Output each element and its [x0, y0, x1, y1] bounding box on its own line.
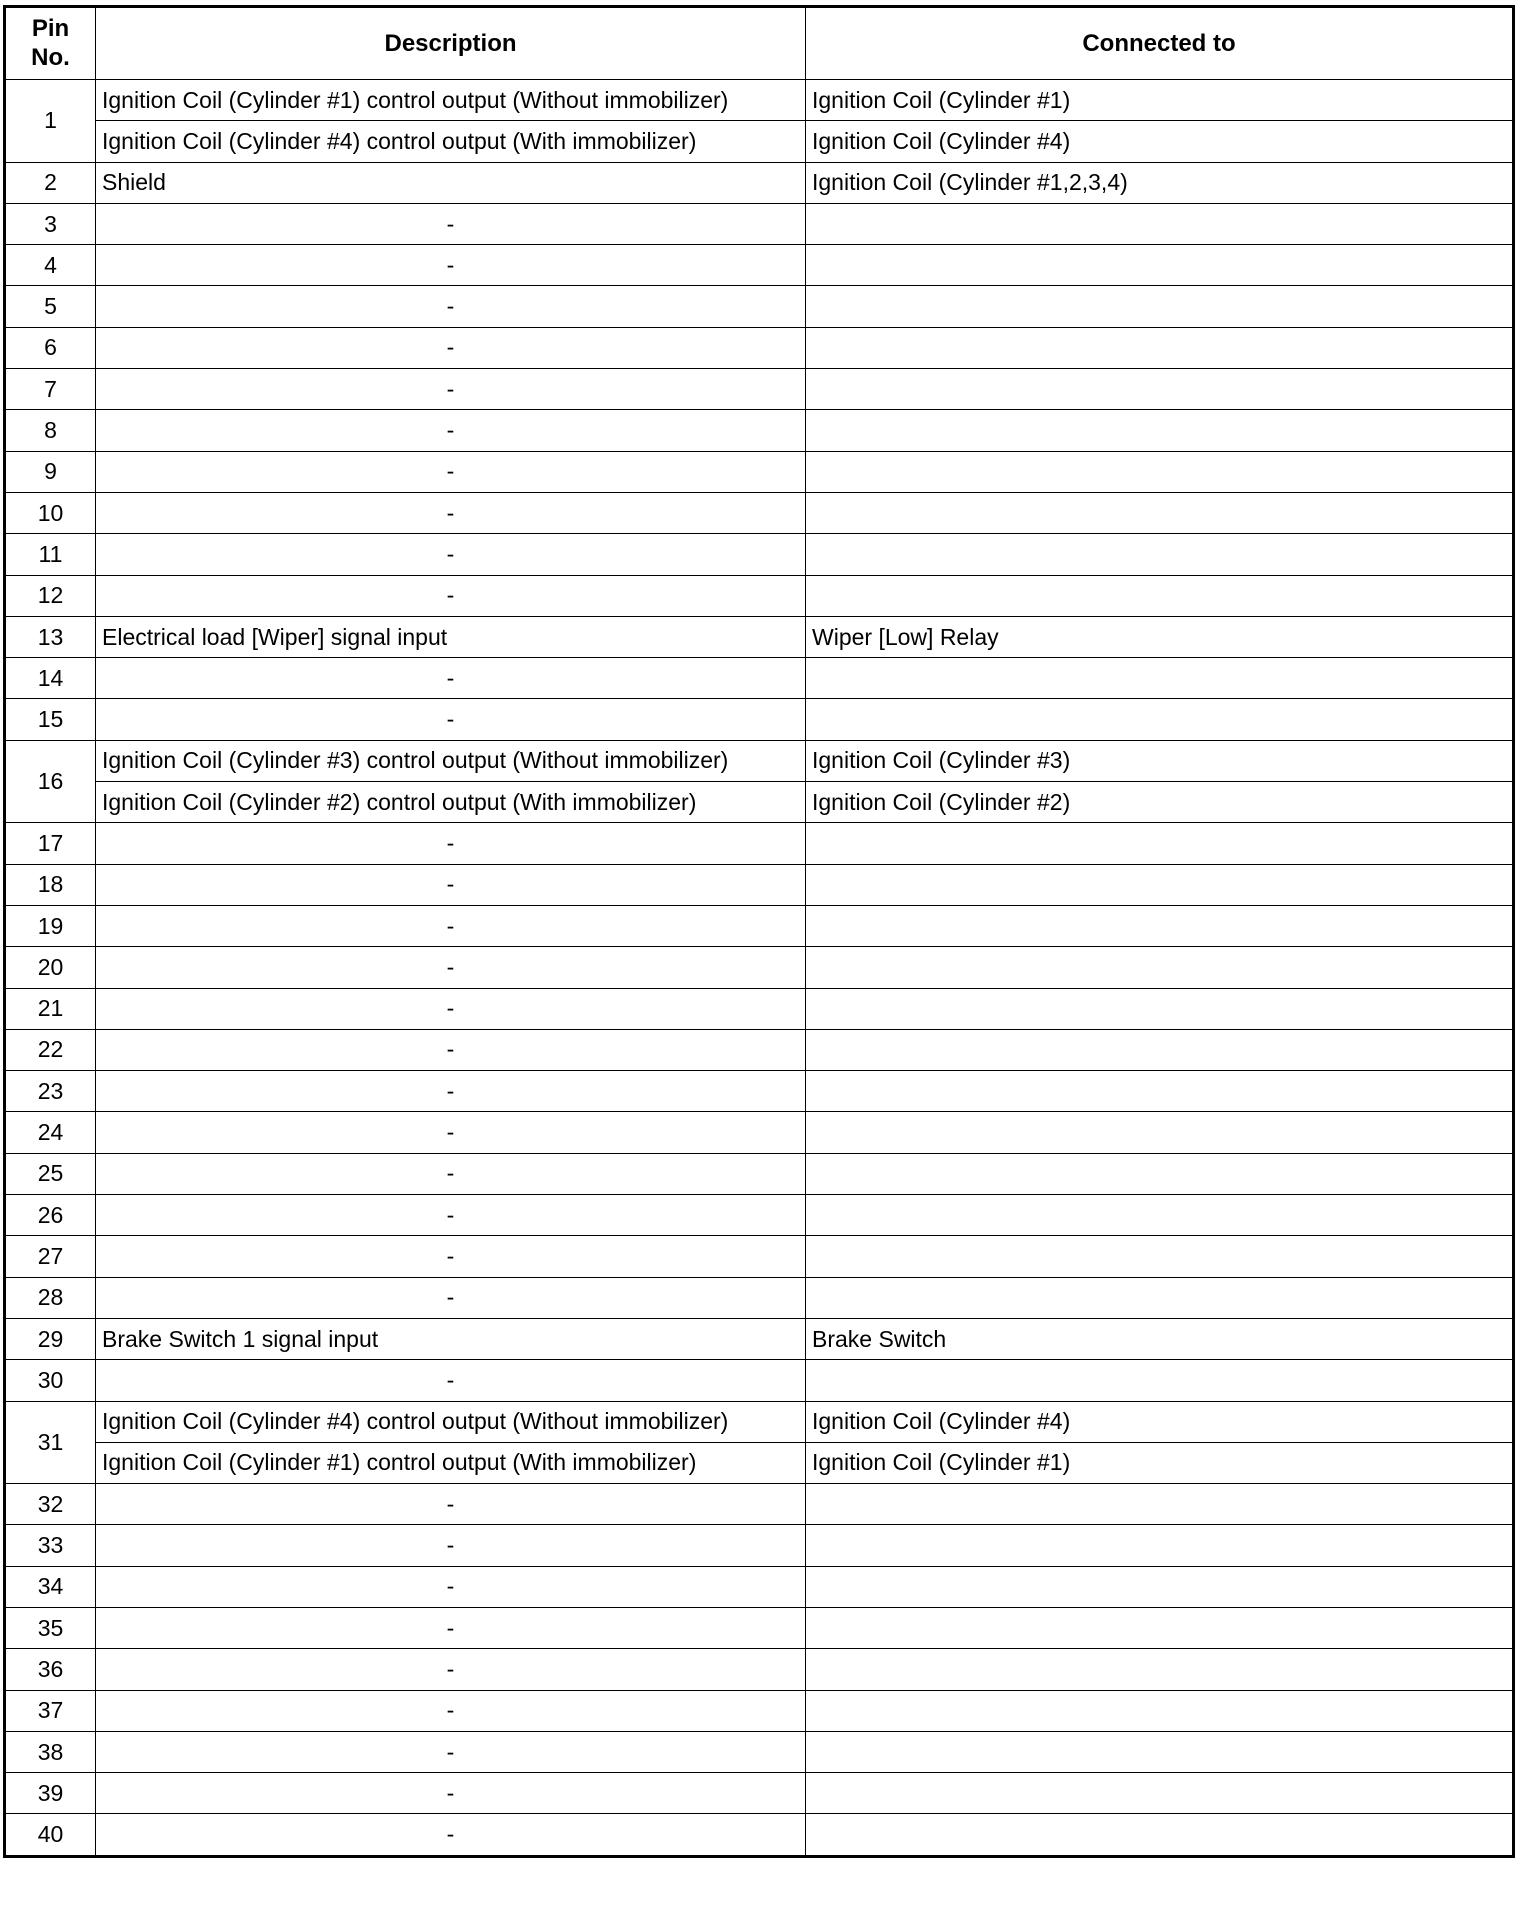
table-row: [6, 782, 1513, 823]
pin-connected-to: [806, 1236, 1513, 1277]
pin-connected-to: Brake Switch: [806, 1318, 1513, 1359]
pin-description: -: [96, 1071, 806, 1112]
pin-number: 15: [6, 699, 96, 740]
pin-connected-to: [806, 1607, 1513, 1648]
table-row: [6, 575, 1513, 616]
pin-description: -: [96, 1236, 806, 1277]
pin-number: 18: [6, 864, 96, 905]
pin-table-body: [6, 80, 1513, 1856]
pin-connected-to: [806, 286, 1513, 327]
pin-connected-to: [806, 410, 1513, 451]
pin-number: 33: [6, 1525, 96, 1566]
header-pin-no: [6, 8, 96, 80]
pin-number: 17: [6, 823, 96, 864]
pin-number: 36: [6, 1649, 96, 1690]
table-row: [6, 1607, 1513, 1648]
pin-description: Electrical load [Wiper] signal input: [96, 616, 806, 657]
pin-description: -: [96, 451, 806, 492]
pin-description: Brake Switch 1 signal input: [96, 1318, 806, 1359]
pin-connected-to: [806, 534, 1513, 575]
table-row: [6, 1484, 1513, 1525]
table-row: [6, 905, 1513, 946]
table-row: [6, 1401, 1513, 1442]
pin-connected-to: [806, 1112, 1513, 1153]
table-row: [6, 1814, 1513, 1855]
pin-number: 32: [6, 1484, 96, 1525]
pin-description: -: [96, 905, 806, 946]
pin-connected-to: Ignition Coil (Cylinder #1,2,3,4): [806, 162, 1513, 203]
pin-description: -: [96, 575, 806, 616]
pin-connected-to: [806, 947, 1513, 988]
pin-connected-to: Ignition Coil (Cylinder #4): [806, 121, 1513, 162]
pin-description: -: [96, 1112, 806, 1153]
pin-connected-to: [806, 1153, 1513, 1194]
table-row: [6, 162, 1513, 203]
table-row: [6, 245, 1513, 286]
table-row: [6, 823, 1513, 864]
table-row: [6, 1277, 1513, 1318]
pin-description: -: [96, 1607, 806, 1648]
pin-connected-to: [806, 1814, 1513, 1855]
pin-connected-to: Ignition Coil (Cylinder #3): [806, 740, 1513, 781]
pin-connected-to: [806, 1566, 1513, 1607]
pin-number: 29: [6, 1318, 96, 1359]
pin-number: 20: [6, 947, 96, 988]
table-row: [6, 1071, 1513, 1112]
pin-number: 5: [6, 286, 96, 327]
table-row: [6, 658, 1513, 699]
pin-connected-to: Ignition Coil (Cylinder #4): [806, 1401, 1513, 1442]
pin-number: 8: [6, 410, 96, 451]
pin-number: 4: [6, 245, 96, 286]
pin-description: -: [96, 699, 806, 740]
table-row: [6, 1442, 1513, 1483]
pin-connected-to: [806, 451, 1513, 492]
pin-connected-to: [806, 1773, 1513, 1814]
pin-number: 1: [6, 80, 96, 163]
pin-description: -: [96, 286, 806, 327]
pin-connected-to: [806, 245, 1513, 286]
pin-number: 30: [6, 1360, 96, 1401]
pin-connected-to: [806, 369, 1513, 410]
table-row: [6, 1731, 1513, 1772]
pin-number: 31: [6, 1401, 96, 1484]
table-row: [6, 1525, 1513, 1566]
table-row: [6, 1690, 1513, 1731]
pin-description: Ignition Coil (Cylinder #3) control output (Without immobilizer): [96, 740, 806, 781]
pin-number: 40: [6, 1814, 96, 1855]
pin-number: 14: [6, 658, 96, 699]
pin-number: 10: [6, 492, 96, 533]
pin-connected-to: [806, 1731, 1513, 1772]
header-row: [6, 8, 1513, 80]
header-pin-line1: Pin: [31, 14, 70, 42]
table-row: [6, 1318, 1513, 1359]
pin-number: 19: [6, 905, 96, 946]
table-row: [6, 1649, 1513, 1690]
pin-description: -: [96, 1277, 806, 1318]
pin-connected-to: [806, 699, 1513, 740]
pin-connected-to: [806, 1071, 1513, 1112]
pin-number: 13: [6, 616, 96, 657]
table-row: [6, 699, 1513, 740]
table-row: [6, 740, 1513, 781]
table-row: [6, 1360, 1513, 1401]
pin-number: 25: [6, 1153, 96, 1194]
pin-number: 26: [6, 1195, 96, 1236]
table-row: [6, 988, 1513, 1029]
pin-number: 12: [6, 575, 96, 616]
table-row: [6, 286, 1513, 327]
pin-connected-to: [806, 1277, 1513, 1318]
table-row: [6, 410, 1513, 451]
table-row: [6, 534, 1513, 575]
table-row: [6, 369, 1513, 410]
pin-description: -: [96, 1566, 806, 1607]
header-pin-line2: No.: [31, 43, 70, 71]
pin-description: -: [96, 245, 806, 286]
pin-description: Ignition Coil (Cylinder #1) control output (Without immobilizer): [96, 80, 806, 121]
table-row: [6, 451, 1513, 492]
pin-number: 24: [6, 1112, 96, 1153]
pin-connected-to: [806, 1195, 1513, 1236]
pin-table-document: [5, 7, 1512, 1856]
pin-table-header: [6, 8, 1513, 80]
pin-connected-to: [806, 823, 1513, 864]
table-row: [6, 1195, 1513, 1236]
pin-number: 37: [6, 1690, 96, 1731]
pin-number: 28: [6, 1277, 96, 1318]
pin-description: -: [96, 327, 806, 368]
table-row: [6, 1029, 1513, 1070]
pin-number: 7: [6, 369, 96, 410]
pin-connected-to: [806, 327, 1513, 368]
pin-number: 3: [6, 203, 96, 244]
pin-description: -: [96, 658, 806, 699]
pin-connected-to: [806, 905, 1513, 946]
pin-connected-to: [806, 1690, 1513, 1731]
table-row: [6, 1236, 1513, 1277]
pin-description: -: [96, 988, 806, 1029]
pin-connected-to: [806, 1484, 1513, 1525]
pin-connected-to: [806, 492, 1513, 533]
pin-connected-to: [806, 1649, 1513, 1690]
pin-connected-to: [806, 864, 1513, 905]
pin-description: -: [96, 1814, 806, 1855]
table-row: [6, 121, 1513, 162]
pin-number: 38: [6, 1731, 96, 1772]
table-row: [6, 616, 1513, 657]
pin-connected-to: Ignition Coil (Cylinder #1): [806, 80, 1513, 121]
pin-description: -: [96, 1484, 806, 1525]
pin-description: -: [96, 1525, 806, 1566]
pin-connected-to: Ignition Coil (Cylinder #2): [806, 782, 1513, 823]
pin-description: Ignition Coil (Cylinder #1) control output (With immobilizer): [96, 1442, 806, 1483]
pin-description: -: [96, 1690, 806, 1731]
pin-description: -: [96, 534, 806, 575]
table-row: [6, 947, 1513, 988]
pin-connected-to: [806, 988, 1513, 1029]
pin-description: -: [96, 864, 806, 905]
pin-connected-to: [806, 575, 1513, 616]
pin-description: -: [96, 203, 806, 244]
pin-number: 16: [6, 740, 96, 823]
pin-description: -: [96, 947, 806, 988]
pin-description: -: [96, 1649, 806, 1690]
table-row: [6, 203, 1513, 244]
pin-number: 34: [6, 1566, 96, 1607]
pin-connected-to: [806, 203, 1513, 244]
pin-description: -: [96, 1029, 806, 1070]
table-row: [6, 1773, 1513, 1814]
pin-description: Ignition Coil (Cylinder #4) control output (With immobilizer): [96, 121, 806, 162]
pin-description: Ignition Coil (Cylinder #4) control output (Without immobilizer): [96, 1401, 806, 1442]
pin-number: 2: [6, 162, 96, 203]
pin-description: -: [96, 1773, 806, 1814]
pin-description: -: [96, 1195, 806, 1236]
table-row: [6, 80, 1513, 121]
pin-description: -: [96, 1731, 806, 1772]
table-row: [6, 1153, 1513, 1194]
pin-description: -: [96, 1360, 806, 1401]
pin-number: 27: [6, 1236, 96, 1277]
header-description: Description: [96, 8, 806, 80]
pin-connected-to: [806, 1525, 1513, 1566]
pin-number: 6: [6, 327, 96, 368]
pin-number: 35: [6, 1607, 96, 1648]
pin-table: [5, 7, 1513, 1856]
table-row: [6, 1566, 1513, 1607]
pin-connected-to: [806, 1360, 1513, 1401]
pin-description: -: [96, 823, 806, 864]
pin-connected-to: [806, 1029, 1513, 1070]
pin-number: 39: [6, 1773, 96, 1814]
table-row: [6, 864, 1513, 905]
pin-connected-to: Wiper [Low] Relay: [806, 616, 1513, 657]
pin-connected-to: [806, 658, 1513, 699]
table-row: [6, 492, 1513, 533]
pin-description: -: [96, 369, 806, 410]
pin-number: 23: [6, 1071, 96, 1112]
pin-number: 9: [6, 451, 96, 492]
pin-description: -: [96, 410, 806, 451]
pin-description: -: [96, 492, 806, 533]
pin-number: 22: [6, 1029, 96, 1070]
pin-connected-to: Ignition Coil (Cylinder #1): [806, 1442, 1513, 1483]
table-row: [6, 327, 1513, 368]
pin-description: Ignition Coil (Cylinder #2) control output (With immobilizer): [96, 782, 806, 823]
pin-description: -: [96, 1153, 806, 1194]
header-connected-to: Connected to: [806, 8, 1513, 80]
pin-number: 21: [6, 988, 96, 1029]
table-row: [6, 1112, 1513, 1153]
pin-description: Shield: [96, 162, 806, 203]
pin-number: 11: [6, 534, 96, 575]
